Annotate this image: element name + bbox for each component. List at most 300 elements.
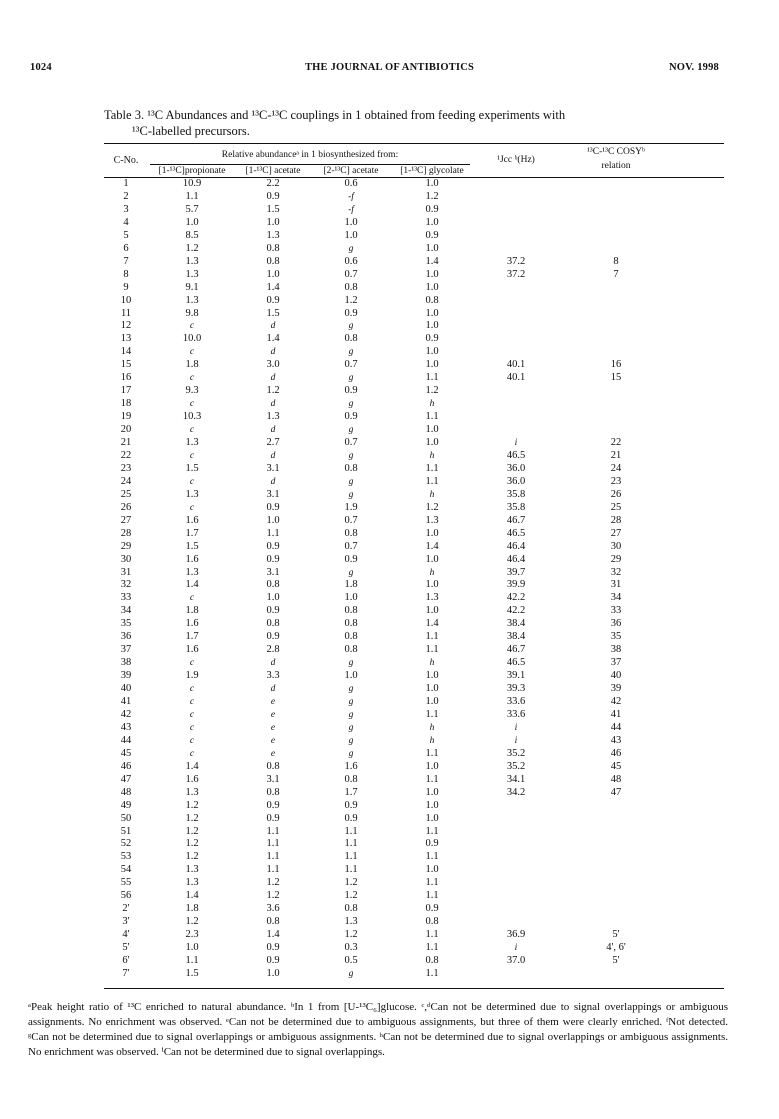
table-row: [0, 800, 779, 812]
cell-1-acetate: 1.2: [266, 890, 280, 902]
table-row: [0, 709, 779, 721]
cell-cno: 54: [120, 864, 132, 876]
cell-propionate: 1.2: [185, 916, 199, 928]
cell-glycolate: 1.0: [425, 307, 439, 319]
cell-propionate: c: [189, 658, 195, 669]
cell-propionate: c: [189, 684, 195, 695]
cell-cosy: 5': [612, 955, 620, 966]
table-row: [0, 256, 779, 268]
cell-propionate: 1.4: [185, 579, 199, 591]
table-row: [0, 631, 779, 643]
cell-propionate: c: [189, 347, 195, 358]
cell-propionate: c: [189, 748, 195, 759]
cell-cosy: 41: [610, 708, 622, 720]
cell-glycolate: 1.0: [425, 605, 439, 617]
cell-1-acetate: 1.5: [266, 307, 280, 319]
cell-1-acetate: 1.3: [266, 411, 280, 423]
cell-glycolate: 1.1: [425, 462, 439, 474]
table-row: [0, 346, 779, 358]
cell-propionate: 1.6: [185, 618, 199, 630]
cell-1-acetate: 1.2: [266, 385, 280, 397]
cell-2-acetate: 0.7: [344, 514, 358, 526]
cell-cno: 4: [123, 216, 129, 228]
cell-1-acetate: 0.8: [266, 760, 280, 772]
cell-cno: 32: [120, 579, 132, 591]
cell-2-acetate: 0.7: [344, 540, 358, 552]
cell-jcc: 37.2: [506, 268, 526, 280]
cell-1-acetate: 2.7: [266, 437, 280, 448]
cell-propionate: 10.9: [182, 178, 202, 189]
cell-propionate: c: [189, 425, 195, 436]
cell-1-acetate: 0.9: [266, 605, 280, 617]
cell-1-acetate: d: [270, 321, 276, 332]
cell-glycolate: 1.0: [425, 553, 439, 565]
cell-cno: 38: [120, 657, 132, 669]
cell-glycolate: h: [429, 399, 435, 410]
cell-cno: 35: [120, 618, 132, 630]
cell-1-acetate: d: [270, 658, 276, 669]
table-row: [0, 191, 779, 203]
cell-2-acetate: g: [348, 748, 354, 759]
cell-1-acetate: 1.3: [266, 229, 280, 241]
cell-propionate: 1.3: [185, 255, 199, 267]
cell-cno: 16: [120, 372, 132, 384]
cell-cosy: 40: [610, 670, 622, 682]
cell-jcc: 33.6: [506, 696, 526, 707]
cell-jcc: 38.4: [506, 631, 526, 643]
table-row: [0, 282, 779, 294]
cell-jcc: i: [514, 943, 518, 954]
cell-propionate: 9.3: [185, 385, 199, 397]
cell-glycolate: 1.1: [425, 929, 439, 941]
cell-propionate: 1.9: [185, 670, 199, 682]
caption-line-2: ¹³C-labelled precursors.: [132, 124, 250, 138]
cell-1-acetate: d: [270, 373, 276, 384]
cell-propionate: 1.3: [185, 566, 199, 578]
cell-2-acetate: 1.1: [344, 838, 358, 850]
cell-2-acetate: 0.8: [344, 527, 358, 539]
cell-2-acetate: g: [348, 684, 354, 695]
cell-cno: 5: [123, 229, 129, 241]
cell-glycolate: 1.0: [425, 670, 439, 682]
cell-2-acetate: 1.2: [344, 890, 358, 902]
cell-propionate: 1.2: [185, 851, 199, 863]
cell-cno: 34: [120, 605, 132, 617]
cell-cno: 42: [120, 708, 132, 720]
cell-1-acetate: 3.1: [266, 773, 280, 785]
cell-propionate: 1.6: [185, 773, 199, 785]
cell-glycolate: 1.0: [425, 359, 439, 371]
cell-jcc: 36.0: [506, 462, 526, 474]
cell-cno: 41: [120, 696, 132, 707]
table-row: [0, 463, 779, 475]
cell-cosy: 29: [610, 553, 622, 565]
table-row: [0, 877, 779, 889]
table-row: [0, 618, 779, 630]
cell-propionate: 1.2: [185, 838, 199, 850]
cell-2-acetate: g: [348, 243, 354, 254]
cell-2-acetate: g: [348, 968, 354, 979]
cell-glycolate: 0.9: [425, 903, 439, 915]
cell-1-acetate: 1.0: [266, 592, 280, 604]
cell-1-acetate: 0.8: [266, 242, 280, 254]
cell-glycolate: 1.1: [425, 644, 439, 656]
cell-propionate: 9.8: [185, 307, 199, 319]
cell-cno: 14: [120, 346, 132, 358]
table-row: [0, 813, 779, 825]
table-row: [0, 605, 779, 617]
cell-1-acetate: 0.9: [266, 501, 280, 513]
cell-glycolate: 1.1: [425, 877, 439, 889]
cell-cosy: 26: [610, 488, 622, 500]
cell-glycolate: h: [429, 450, 435, 461]
table-footnotes: ᵃPeak height ratio of ¹³C enriched to natural abundance. ᵇIn 1 from [U-¹³C₆]glucose. ᶜ,ᵈCan not be determined due to signal overlappings or ambiguous assignments. No enrichment was observed. ᵉCan not be determined due to ambiguous assignments, but three of them were clearly enriched. ᶠNot detected. ᵍCan not be determined due to signal overlappings or ambiguous assignments. ʰCan not be determined due to signal overlappings or ambiguous assignments. No enrichment was observed. ⁱCan not be determined due to signal overlappings.: [28, 1001, 728, 1058]
table-row: [0, 657, 779, 669]
cell-2-acetate: 0.8: [344, 462, 358, 474]
table-row: [0, 670, 779, 682]
cell-propionate: 1.5: [185, 540, 199, 552]
cell-propionate: 1.3: [185, 864, 199, 876]
cell-propionate: c: [189, 373, 195, 384]
cell-glycolate: 1.0: [425, 864, 439, 876]
table-row: [0, 217, 779, 229]
cell-cosy: 44: [610, 721, 622, 733]
cell-glycolate: 1.1: [425, 475, 439, 487]
cell-1-acetate: d: [270, 684, 276, 695]
cell-cosy: 46: [610, 747, 622, 759]
cell-glycolate: 1.4: [425, 255, 439, 267]
cell-cno: 27: [120, 514, 132, 526]
cell-glycolate: 1.0: [425, 527, 439, 539]
cell-cosy: 45: [610, 760, 622, 772]
cell-glycolate: 1.1: [425, 372, 439, 384]
cell-propionate: c: [189, 321, 195, 332]
table-top-rule: [104, 143, 724, 144]
table-row: [0, 320, 779, 332]
cell-propionate: c: [189, 593, 195, 604]
cell-2-acetate: 1.2: [344, 929, 358, 941]
table-row: [0, 204, 779, 216]
cell-propionate: c: [189, 450, 195, 461]
table-row: [0, 890, 779, 902]
cell-cosy: 35: [610, 631, 622, 643]
cell-glycolate: h: [429, 658, 435, 669]
cell-1-acetate: 0.9: [266, 294, 280, 306]
cell-cno: 49: [120, 799, 132, 811]
cell-cosy: 31: [610, 579, 622, 591]
cell-1-acetate: 0.8: [266, 255, 280, 267]
cell-2-acetate: g: [348, 735, 354, 746]
cell-glycolate: 1.1: [425, 967, 439, 979]
cell-glycolate: 0.8: [425, 955, 439, 966]
cell-glycolate: 1.0: [425, 346, 439, 358]
cell-propionate: 1.3: [185, 488, 199, 500]
cell-jcc: 39.1: [506, 670, 526, 682]
caption-line-1: Table 3. ¹³C Abundances and ¹³C-¹³C couplings in 1 obtained from feeding experiments with: [104, 108, 566, 122]
table-row: [0, 178, 779, 190]
cell-glycolate: h: [429, 489, 435, 500]
cell-1-acetate: 1.4: [266, 929, 280, 941]
cell-jcc: 46.5: [506, 449, 526, 461]
cell-cno: 5': [122, 942, 130, 954]
cell-1-acetate: 0.9: [266, 540, 280, 552]
cell-2-acetate: 0.8: [344, 773, 358, 785]
cell-cno: 7': [122, 967, 130, 979]
cell-jcc: 46.5: [506, 657, 526, 669]
header-1-acetate: [1-¹³C] acetate: [245, 166, 301, 176]
cell-1-acetate: 1.4: [266, 281, 280, 293]
cell-1-acetate: d: [270, 450, 276, 461]
cell-glycolate: 1.1: [425, 773, 439, 785]
cell-jcc: 39.3: [506, 683, 526, 695]
cell-cno: 26: [120, 501, 132, 513]
cell-cosy: 43: [610, 734, 622, 746]
cell-2-acetate: 0.9: [344, 553, 358, 565]
group-header-rule: [150, 164, 470, 165]
cell-cosy: 28: [610, 514, 622, 526]
cell-1-acetate: d: [270, 425, 276, 436]
cell-1-acetate: 3.0: [266, 359, 280, 371]
cell-1-acetate: 1.1: [266, 864, 280, 876]
cell-jcc: 35.2: [506, 760, 526, 772]
cell-cosy: 22: [610, 437, 622, 448]
cell-2-acetate: 1.7: [344, 786, 358, 798]
header-jcc: ¹Jcc ᵇ(Hz): [497, 155, 535, 165]
cell-1-acetate: 0.9: [266, 631, 280, 643]
cell-propionate: 1.3: [185, 268, 199, 280]
cell-jcc: 42.2: [506, 605, 526, 617]
journal-title: THE JOURNAL OF ANTIBIOTICS: [304, 62, 475, 73]
cell-cosy: 21: [610, 449, 622, 461]
cell-cno: 56: [120, 890, 132, 902]
cell-glycolate: 1.0: [425, 242, 439, 254]
cell-jcc: 46.5: [506, 527, 526, 539]
table-row: [0, 567, 779, 579]
cell-glycolate: 1.0: [425, 683, 439, 695]
cell-jcc: 40.1: [506, 359, 526, 371]
table-row: [0, 269, 779, 281]
table-row: [0, 243, 779, 255]
cell-propionate: c: [189, 502, 195, 513]
cell-glycolate: 0.9: [425, 229, 439, 241]
cell-propionate: 10.0: [182, 333, 202, 345]
cell-cosy: 25: [610, 501, 622, 513]
table-row: [0, 308, 779, 320]
cell-2-acetate: -f: [348, 204, 354, 215]
cell-cno: 46: [120, 760, 132, 772]
cell-propionate: 1.8: [185, 359, 199, 371]
cell-cno: 50: [120, 812, 132, 824]
cell-1-acetate: 0.9: [266, 799, 280, 811]
cell-2-acetate: 0.8: [344, 618, 358, 630]
cell-2-acetate: 1.8: [344, 579, 358, 591]
cell-cno: 6: [123, 242, 129, 254]
cell-1-acetate: 3.3: [266, 670, 280, 682]
cell-jcc: 36.0: [506, 475, 526, 487]
cell-cosy: 47: [610, 786, 622, 798]
cell-jcc: 34.2: [506, 786, 526, 798]
cell-propionate: 1.4: [185, 890, 199, 902]
cell-jcc: 46.7: [506, 514, 526, 526]
cell-cno: 29: [120, 540, 132, 552]
cell-glycolate: h: [429, 567, 435, 578]
table-row: [0, 528, 779, 540]
cell-1-acetate: 1.1: [266, 838, 280, 850]
cell-glycolate: 1.0: [425, 786, 439, 798]
cell-cno: 36: [120, 631, 132, 643]
table-row: [0, 592, 779, 604]
cell-cno: 25: [120, 488, 132, 500]
table-row: [0, 838, 779, 850]
cell-1-acetate: 1.5: [266, 203, 280, 215]
cell-jcc: 35.8: [506, 501, 526, 513]
cell-cno: 18: [120, 398, 132, 410]
header-cno: C-No.: [113, 155, 139, 166]
cell-glycolate: 1.0: [425, 178, 439, 189]
cell-1-acetate: 1.1: [266, 825, 280, 837]
cell-propionate: 9.1: [185, 281, 199, 293]
cell-2-acetate: 1.2: [344, 294, 358, 306]
cell-cno: 2': [122, 903, 130, 915]
cell-cno: 12: [120, 320, 132, 332]
table-row: [0, 929, 779, 941]
cell-1-acetate: 1.0: [266, 514, 280, 526]
cell-1-acetate: 1.0: [266, 967, 280, 979]
table-row: [0, 372, 779, 384]
header-propionate: [1-¹³C]propionate: [158, 166, 226, 176]
cell-propionate: 1.2: [185, 825, 199, 837]
cell-propionate: 1.0: [185, 942, 199, 954]
cell-cosy: 32: [610, 566, 622, 578]
table-row: [0, 579, 779, 591]
cell-cno: 9: [123, 281, 129, 293]
table-row: [0, 476, 779, 488]
cell-cosy: 7: [613, 268, 619, 280]
cell-cosy: 39: [610, 683, 622, 695]
cell-propionate: 5.7: [185, 203, 199, 215]
cell-2-acetate: 0.8: [344, 605, 358, 617]
table-row: [0, 722, 779, 734]
cell-propionate: c: [189, 722, 195, 733]
cell-2-acetate: g: [348, 567, 354, 578]
cell-propionate: 1.3: [185, 877, 199, 889]
table-row: [0, 385, 779, 397]
cell-2-acetate: g: [348, 425, 354, 436]
cell-cosy: 23: [610, 475, 622, 487]
cell-2-acetate: 0.9: [344, 812, 358, 824]
table-row: [0, 411, 779, 423]
cell-cosy: 42: [610, 696, 622, 707]
cell-cno: 44: [120, 734, 132, 746]
header-relative-abundance: Relative abundanceᵃ in 1 biosynthesized from:: [221, 150, 399, 160]
table-row: [0, 230, 779, 242]
cell-propionate: 1.7: [185, 631, 199, 643]
cell-2-acetate: g: [348, 697, 354, 707]
page-number: 1024: [30, 62, 52, 73]
cell-propionate: 1.2: [185, 799, 199, 811]
cell-glycolate: 1.1: [425, 747, 439, 759]
cell-1-acetate: 0.9: [266, 812, 280, 824]
cell-2-acetate: 1.0: [344, 229, 358, 241]
cell-2-acetate: 0.7: [344, 359, 358, 371]
cell-glycolate: 1.1: [425, 851, 439, 863]
cell-cno: 28: [120, 527, 132, 539]
cell-2-acetate: 0.8: [344, 903, 358, 915]
cell-cno: 7: [123, 255, 129, 267]
cell-cosy: 37: [610, 657, 622, 669]
cell-glycolate: 1.0: [425, 281, 439, 293]
cell-cosy: 15: [610, 372, 622, 384]
cell-cno: 4': [122, 929, 130, 941]
cell-1-acetate: 3.1: [266, 488, 280, 500]
cell-1-acetate: 0.8: [266, 916, 280, 928]
cell-jcc: 38.4: [506, 618, 526, 630]
cell-jcc: 33.6: [506, 708, 526, 720]
cell-cno: 37: [120, 644, 132, 656]
cell-jcc: 37.0: [506, 955, 526, 966]
cell-2-acetate: 0.3: [344, 942, 358, 954]
cell-glycolate: 1.1: [425, 708, 439, 720]
cell-glycolate: 1.2: [425, 190, 439, 202]
cell-2-acetate: g: [348, 658, 354, 669]
table-row: [0, 696, 779, 708]
cell-2-acetate: 0.6: [344, 255, 358, 267]
cell-2-acetate: g: [348, 399, 354, 410]
table-row: [0, 774, 779, 786]
cell-cno: 53: [120, 851, 132, 863]
table-row: [0, 644, 779, 656]
table-row: [0, 437, 779, 449]
cell-1-acetate: 0.8: [266, 618, 280, 630]
cell-cno: 17: [120, 385, 132, 397]
table-row: [0, 851, 779, 863]
cell-1-acetate: d: [270, 399, 276, 410]
cell-2-acetate: 0.5: [344, 955, 358, 966]
cell-cno: 52: [120, 838, 132, 850]
table-row: [0, 450, 779, 462]
cell-jcc: 46.4: [506, 540, 526, 552]
cell-cno: 45: [120, 747, 132, 759]
cell-2-acetate: 1.3: [344, 916, 358, 928]
cell-glycolate: 1.0: [425, 696, 439, 707]
cell-1-acetate: 3.1: [266, 566, 280, 578]
cell-propionate: c: [189, 399, 195, 410]
cell-cno: 51: [120, 825, 132, 837]
cell-cno: 11: [120, 307, 132, 319]
header-glycolate: [1-¹³C] glycolate: [400, 166, 464, 176]
cell-1-acetate: e: [270, 748, 276, 759]
cell-cosy: 4', 6': [606, 942, 626, 954]
cell-glycolate: 0.9: [425, 333, 439, 345]
cell-propionate: 1.4: [185, 760, 199, 772]
cell-jcc: 46.4: [506, 553, 526, 565]
cell-cno: 55: [120, 877, 132, 889]
cell-jcc: 40.1: [506, 372, 526, 384]
cell-cosy: 30: [610, 540, 622, 552]
cell-2-acetate: g: [348, 347, 354, 358]
table-row: [0, 864, 779, 876]
cell-cosy: 34: [610, 592, 622, 604]
cell-cno: 48: [120, 786, 132, 798]
cell-cosy: 27: [610, 527, 622, 539]
cell-propionate: c: [189, 709, 195, 720]
cell-glycolate: 1.1: [425, 890, 439, 902]
cell-propionate: 1.6: [185, 514, 199, 526]
cell-1-acetate: 0.9: [266, 553, 280, 565]
cell-glycolate: 0.8: [425, 916, 439, 928]
cell-cosy: 36: [610, 618, 622, 630]
cell-1-acetate: e: [270, 709, 276, 720]
